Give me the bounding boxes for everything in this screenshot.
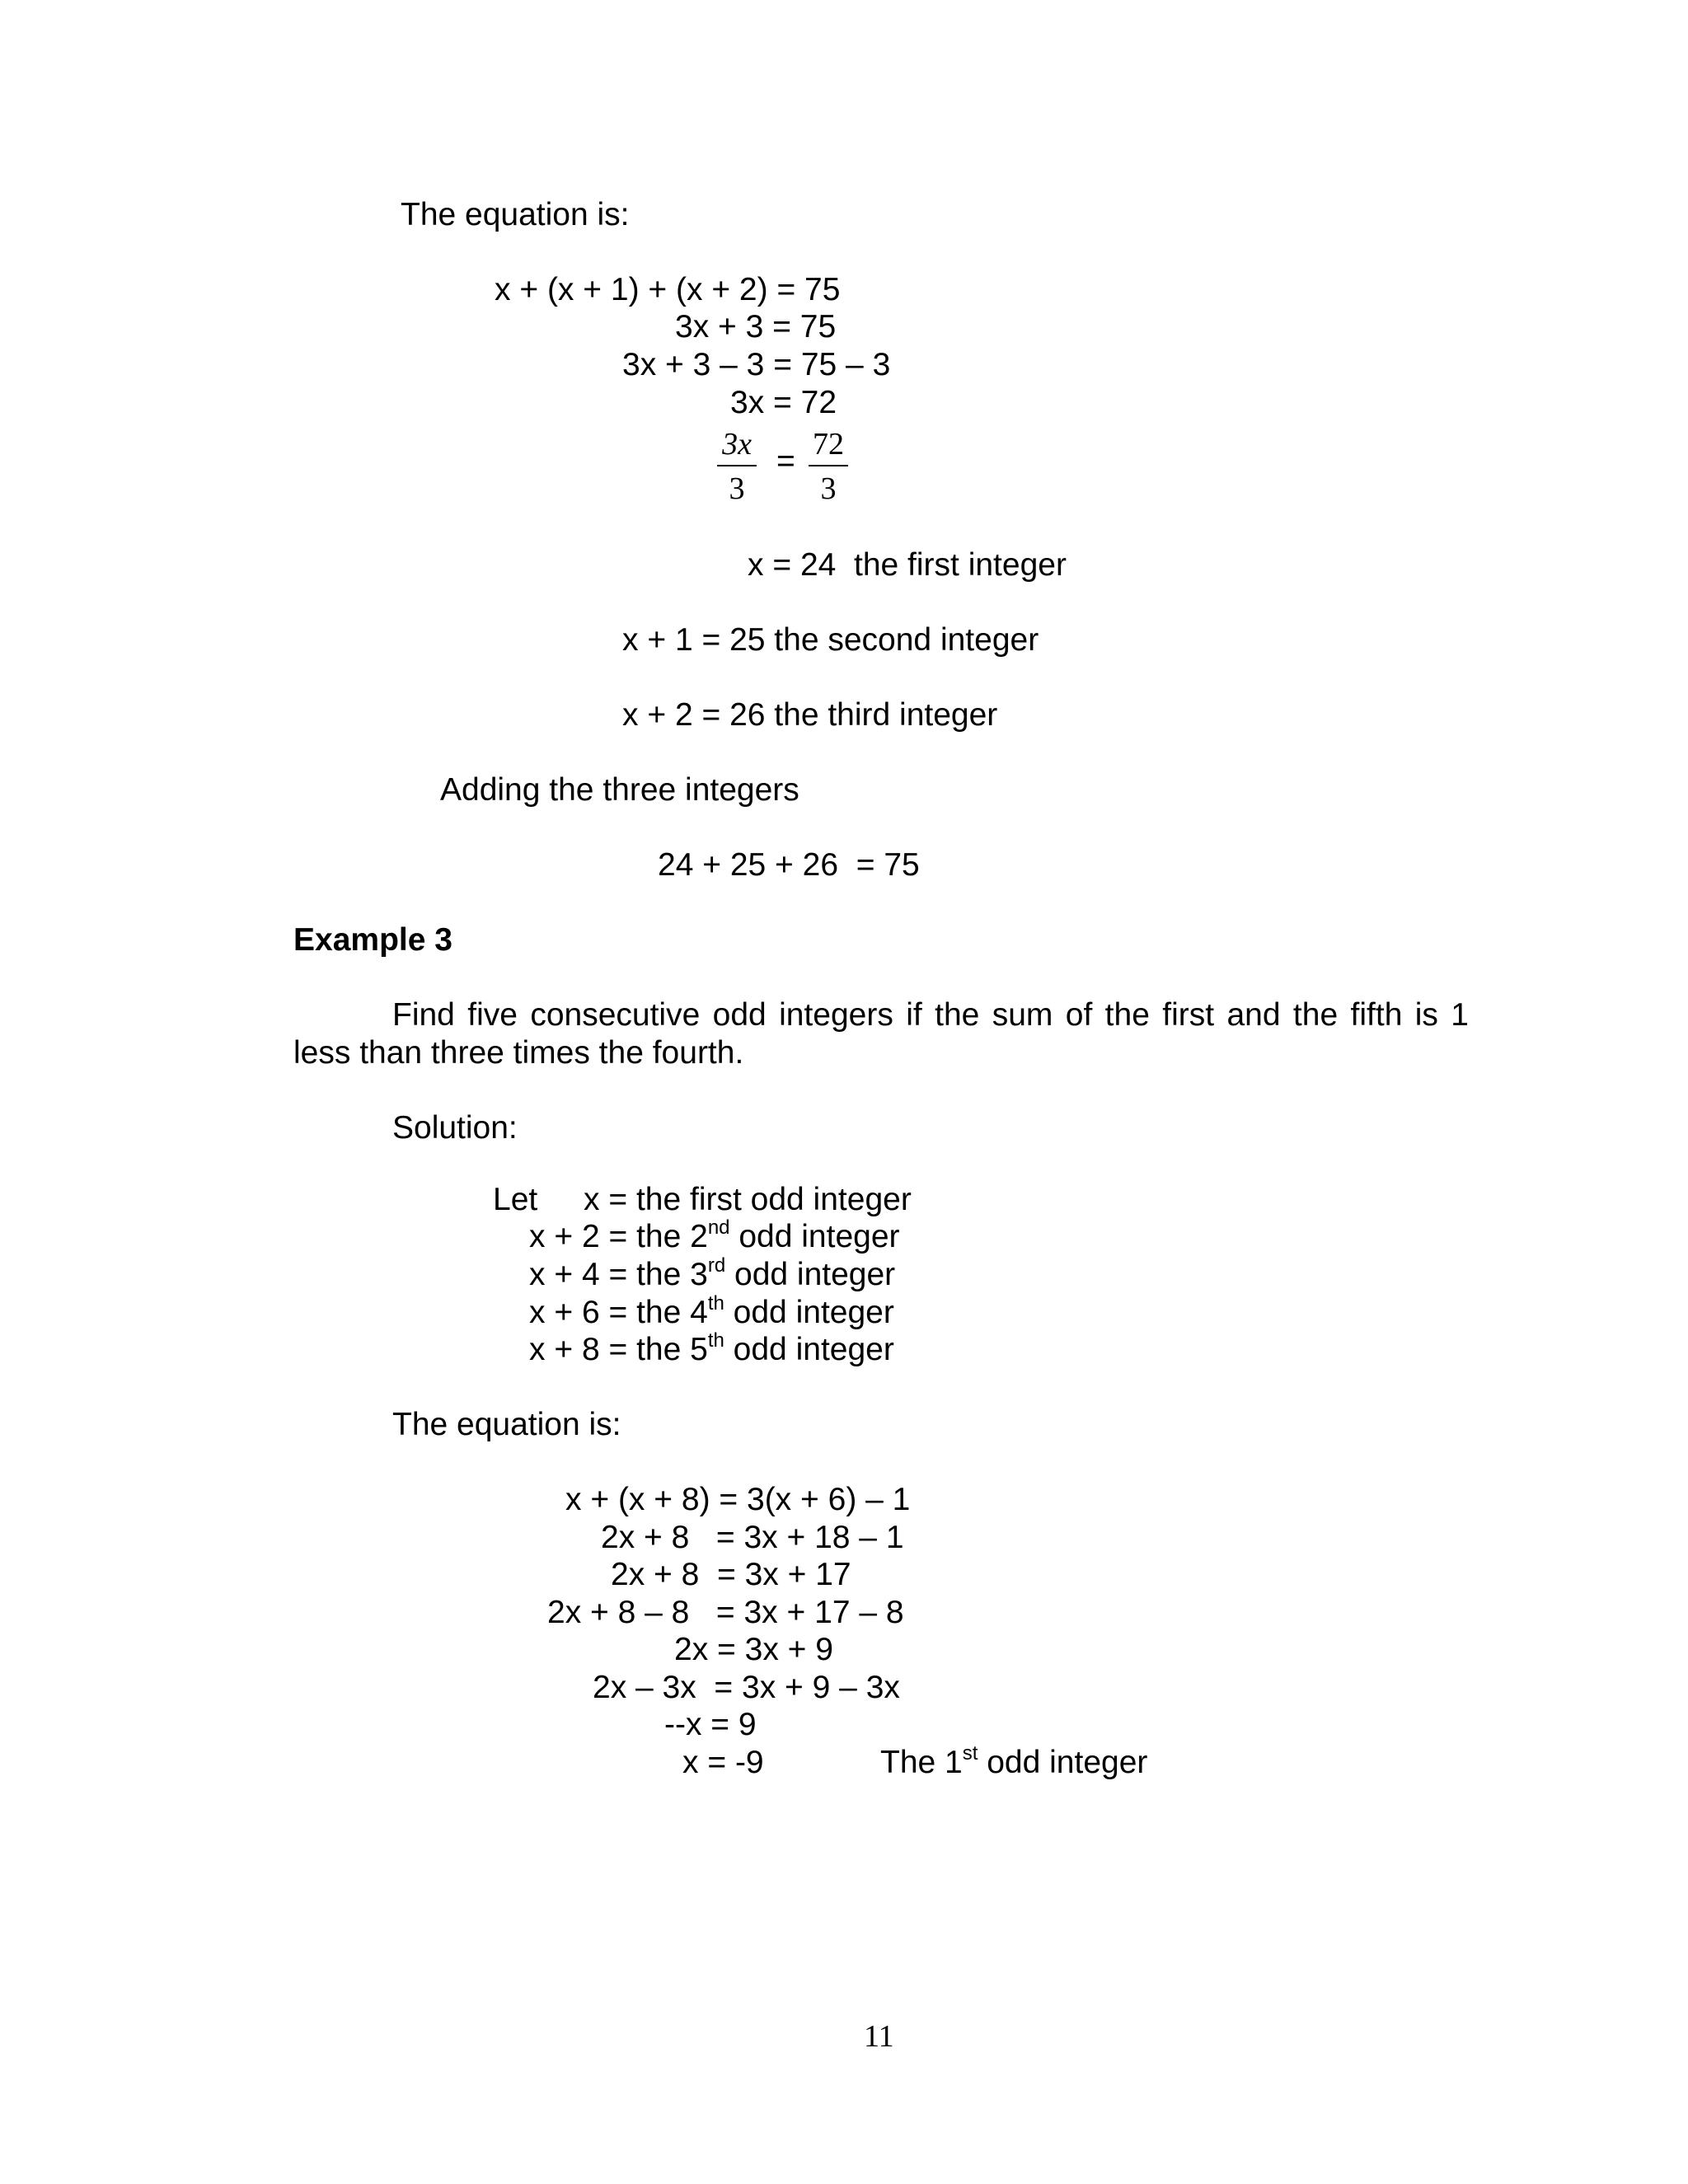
fraction-right	[809, 429, 848, 504]
fraction-left-numerator: 3x	[722, 427, 752, 462]
result-line: x + 2 = 26 the third integer	[622, 697, 998, 733]
step-line: --x = 9	[664, 1707, 757, 1742]
first-odd-note: The 1st odd integer	[880, 1742, 1148, 1780]
fraction-right-denominator: 3	[820, 471, 837, 506]
problem-text-line1: Find five consecutive odd integers if the sum of the first and the fifth is 1	[392, 997, 1469, 1033]
equation-line: 3x + 3 – 3 = 75 – 3	[622, 347, 891, 382]
solution-label: Solution:	[392, 1110, 518, 1146]
fraction-right-numerator: 72	[813, 427, 844, 462]
step-line: x + (x + 8) = 3(x + 6) – 1	[565, 1482, 911, 1517]
result-line: x + 1 = 25 the second integer	[622, 622, 1039, 658]
definition-line: x + 8 = the 5th odd integer	[529, 1329, 894, 1367]
definition-line: x + 2 = the 2nd odd integer	[529, 1216, 900, 1254]
result-line: x = 24 the first integer	[748, 547, 1067, 583]
example-title: Example 3	[293, 922, 452, 958]
equation-line: 3x + 3 = 75	[675, 309, 837, 344]
step-line: 2x – 3x = 3x + 9 – 3x	[593, 1670, 900, 1705]
step-line: 2x + 8 = 3x + 17	[611, 1557, 851, 1592]
fraction-bar	[809, 465, 848, 466]
definition-line: x = the first odd integer	[584, 1182, 912, 1217]
adding-label: Adding the three integers	[440, 772, 799, 808]
step-line: 2x + 8 = 3x + 18 – 1	[601, 1520, 904, 1555]
sum-line: 24 + 25 + 26 = 75	[658, 847, 920, 883]
step-line: 2x = 3x + 9	[674, 1632, 833, 1667]
equation-label: The equation is:	[392, 1407, 621, 1442]
definition-line: x + 4 = the 3rd odd integer	[529, 1254, 896, 1292]
fraction-left	[717, 429, 757, 504]
fraction-equals: =	[776, 443, 795, 479]
fraction-left-denominator: 3	[729, 471, 745, 506]
definition-line: x + 6 = the 4th odd integer	[529, 1292, 894, 1330]
equation-line: 3x = 72	[730, 385, 837, 420]
equation-line: x + (x + 1) + (x + 2) = 75	[495, 272, 841, 307]
step-line: x = -9	[682, 1745, 764, 1780]
let-word: Let	[493, 1182, 538, 1217]
problem-text-line2: less than three times the fourth.	[293, 1035, 744, 1071]
step-line: 2x + 8 – 8 = 3x + 17 – 8	[547, 1595, 904, 1630]
page-number: 11	[864, 2019, 894, 2054]
equation-heading: The equation is:	[401, 197, 630, 232]
fraction-bar	[717, 465, 757, 466]
